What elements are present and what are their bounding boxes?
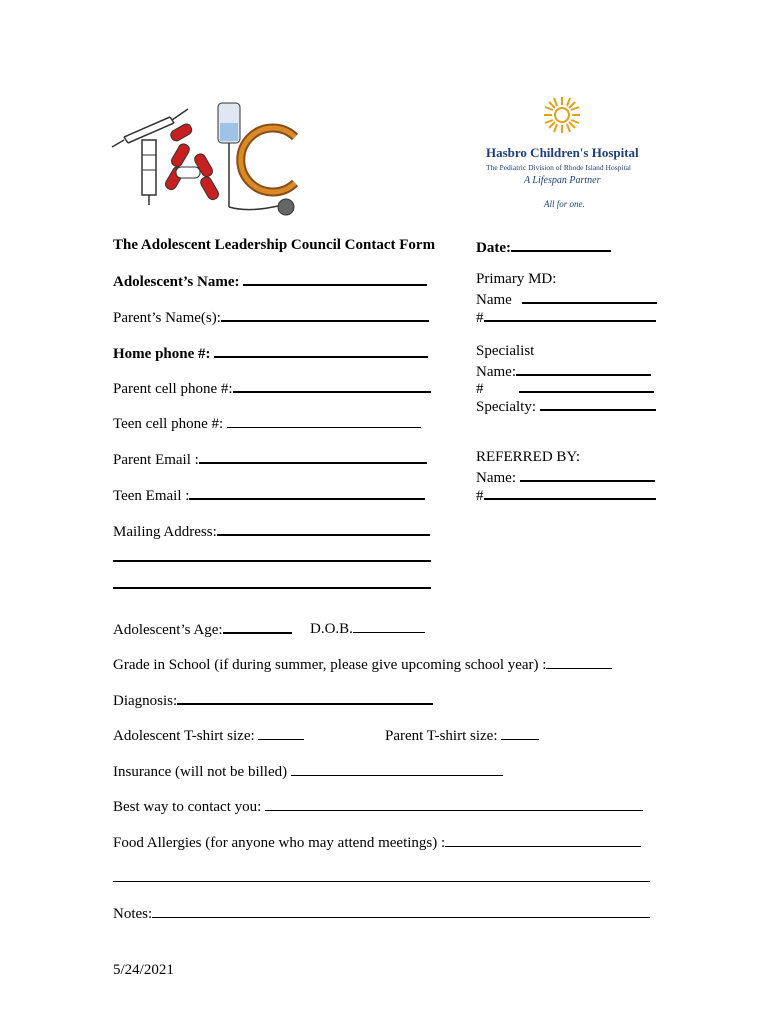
parent-names-field[interactable]: Parent’s Name(s): [113, 307, 429, 327]
specialist-label: Specialist [476, 343, 535, 359]
parent-email-field[interactable]: Parent Email : [113, 449, 427, 469]
parent-cell-field[interactable]: Parent cell phone #: [113, 378, 431, 398]
tlc-medical-logo [110, 95, 310, 220]
food-allergies-field[interactable]: Food Allergies (for anyone who may attend meetings) : [113, 833, 641, 852]
pill-icons [164, 122, 221, 201]
footer-date: 5/24/2021 [113, 962, 174, 978]
referred-by-label: REFERRED BY: [476, 449, 581, 465]
primary-md-label: Primary MD: [476, 271, 557, 287]
dob-field[interactable]: D.O.B. [310, 619, 425, 638]
sun-logo-icon [542, 95, 582, 135]
mailing-address-line-3[interactable] [113, 574, 431, 594]
teen-shirt-field[interactable]: Adolescent T-shirt size: [113, 726, 304, 745]
pmd-number-field[interactable]: # [476, 307, 656, 327]
food-allergies-line-2[interactable] [113, 868, 650, 887]
hospital-logo [480, 95, 660, 215]
spec-number-field[interactable]: # [476, 378, 654, 398]
stethoscope-icon [241, 128, 295, 215]
hospital-name: Hasbro Children's Hospital [486, 145, 639, 160]
spec-name-field[interactable]: Name: [476, 361, 651, 381]
teen-email-field[interactable]: Teen Email : [113, 485, 425, 505]
form-title: The Adolescent Leadership Council Contact Form [113, 237, 436, 253]
adolescent-name-field[interactable]: Adolescent’s Name: [113, 271, 427, 291]
teen-cell-field[interactable]: Teen cell phone #: [113, 414, 421, 433]
ref-number-field[interactable]: # [476, 485, 656, 505]
pmd-name-field[interactable]: Name [476, 289, 657, 309]
home-phone-field[interactable]: Home phone #: [113, 343, 428, 363]
hospital-tagline: All for one. [544, 199, 585, 209]
grade-field[interactable]: Grade in School (if during summer, please give upcoming school year) : [113, 655, 612, 674]
diagnosis-field[interactable]: Diagnosis: [113, 690, 433, 710]
ref-name-field[interactable]: Name: [476, 467, 655, 487]
hospital-partner: A Lifespan Partner [524, 175, 601, 186]
notes-field[interactable]: Notes: [113, 904, 650, 923]
mailing-address-field[interactable]: Mailing Address: [113, 521, 430, 541]
specialty-field[interactable]: Specialty: [476, 396, 656, 416]
age-field[interactable]: Adolescent’s Age: [113, 619, 292, 639]
mailing-address-line-2[interactable] [113, 547, 431, 567]
hospital-division: The Pediatric Division of Rhode Island Hospital [486, 163, 631, 172]
insurance-field[interactable]: Insurance (will not be billed) [113, 762, 503, 781]
date-field[interactable]: Date: [476, 237, 611, 257]
parent-shirt-field[interactable]: Parent T-shirt size: [385, 726, 539, 745]
best-way-field[interactable]: Best way to contact you: [113, 797, 643, 816]
